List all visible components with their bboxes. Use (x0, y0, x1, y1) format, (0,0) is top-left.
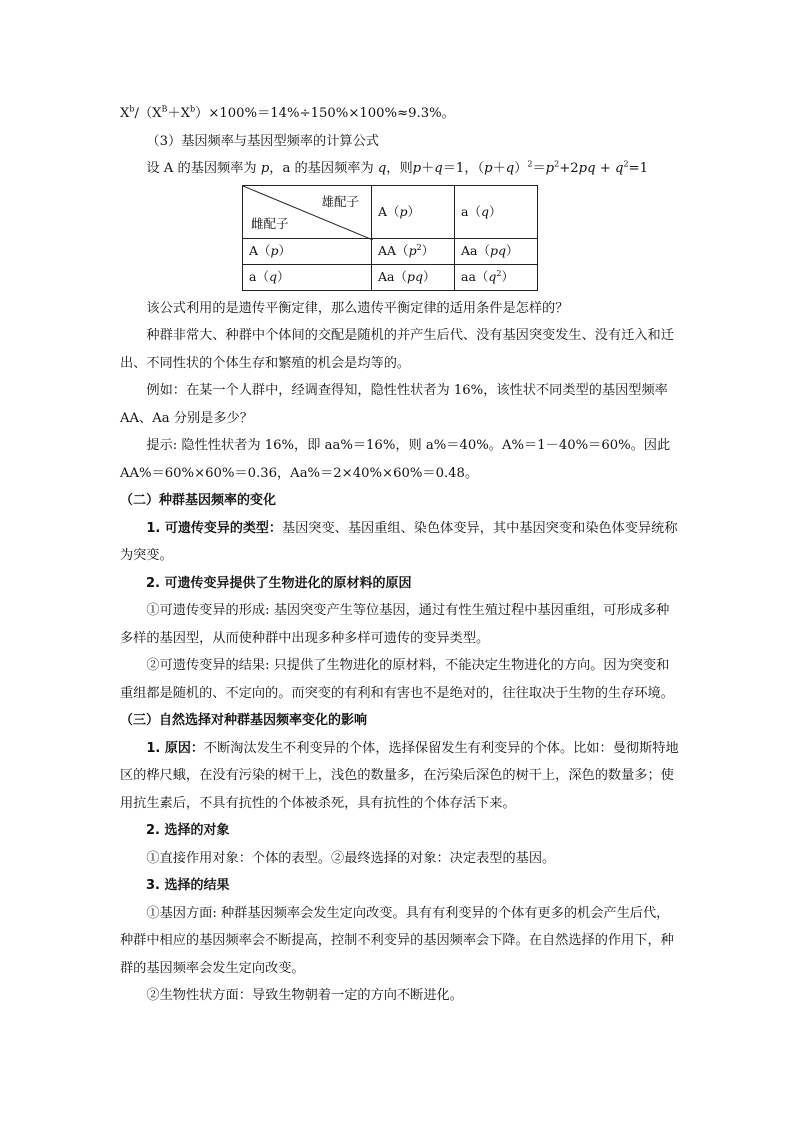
var: q (488, 269, 497, 284)
item-text: 基因突变、基因重组、染色体变异，其中基因突变和染色体变异统称为突变。 (120, 520, 678, 563)
superscript: 2 (416, 242, 422, 252)
table-row (243, 264, 538, 290)
gamete-table (242, 185, 538, 291)
var: p (260, 161, 270, 176)
var: p (408, 243, 417, 258)
section3-item2-text: ①直接作用对象：个体的表型。②最终选择的对象：决定表型的基因。 (146, 850, 556, 866)
table-row (243, 238, 538, 264)
text: ） (276, 269, 290, 284)
superscript: 2 (554, 159, 560, 169)
conditions-paragraph: 种群非常大、种群中个体间的交配是随机的并产生后代、没有基因突变发生、没有迁入和迁出、不同性状的个体生存和繁殖的机会是均等的。 (120, 328, 674, 371)
text: ，a 的基因频率为 (269, 161, 378, 176)
text: A（ (249, 243, 271, 258)
var: q (434, 161, 443, 176)
var: q (615, 161, 624, 176)
table-cell (243, 264, 372, 290)
superscript: b (190, 104, 196, 114)
var: q (268, 269, 277, 284)
text: +2 (559, 161, 579, 176)
table-cell (455, 264, 538, 290)
text: /（ (134, 106, 153, 121)
var: pq (406, 269, 423, 284)
var: pq (578, 161, 596, 176)
var: q (505, 161, 515, 176)
superscript: b (129, 104, 135, 114)
var: q (480, 203, 489, 219)
text: + (595, 161, 615, 176)
text: ＋ (167, 106, 181, 121)
var: p (545, 161, 555, 176)
var: p (270, 243, 279, 258)
table-cell (455, 238, 538, 264)
text: aa（ (461, 269, 489, 284)
item-label: 1. 原因： (146, 740, 204, 756)
section-heading-2: （二）种群基因频率的变化 (120, 493, 277, 508)
section3-item2-heading: 2. 选择的对象 (146, 823, 230, 838)
var: q (377, 161, 387, 176)
table-cell (243, 238, 372, 264)
section3-item3-heading: 3. 选择的结果 (146, 878, 230, 893)
section2-item2-p2: ②可遗传变异的结果: 只提供了生物进化的原材料，不能决定生物进化的方向。因为突变和重组都是随机的、不定向的。而突变的有利和有害也不是绝对的，往往取决于生物的生存环境。 (120, 658, 674, 701)
text: ） (514, 161, 528, 176)
text: ，则 (386, 161, 413, 176)
subheading-formula: （3）基因频率与基因型频率的计算公式 (146, 133, 379, 149)
text: ） (501, 269, 515, 284)
var: p (412, 161, 422, 176)
table-cell (372, 238, 455, 264)
text: ） (488, 203, 502, 219)
text: Aa（ (461, 243, 490, 258)
text: A（ (378, 203, 400, 219)
x-symbol: X (180, 106, 191, 121)
superscript: 2 (623, 159, 629, 169)
table-row (243, 185, 538, 238)
question-paragraph: 该公式利用的是遗传平衡定律，那么遗传平衡定律的适用条件是怎样的？ (146, 300, 569, 316)
text: ＝ (532, 161, 546, 176)
section2-item1 (120, 515, 680, 570)
superscript: B (161, 104, 168, 114)
calc-line (120, 100, 680, 128)
text: a（ (249, 269, 269, 284)
text: =1 (628, 161, 648, 176)
text: 设 A 的基因频率为 (146, 161, 261, 176)
text: ＋ (421, 161, 435, 176)
document-page (120, 100, 680, 1010)
diagonal-header-cell (243, 185, 372, 238)
section2-item2-heading: 2. 可遗传变异提供了生物进化的原材料的原因 (146, 575, 412, 591)
male-gamete-label: 雄配子 (321, 193, 359, 209)
table-cell (455, 185, 538, 238)
item-text: 不断淘汰发生不利变异的个体，选择保留发生有利变异的个体。比如：曼彻斯特地区的桦尺蛾，在没有污染的树干上，浅色的数量多，在污染后深色的树干上，深色的数量多；使用抗生素后，不具有抗性的个体被杀死，具有抗性的个体存活下来。 (120, 740, 679, 811)
text: ）×100%＝14%÷150%×100%≈9.3%。 (195, 106, 455, 121)
var: p (399, 203, 408, 219)
var: pq (489, 243, 506, 258)
section-heading-3: （三）自然选择对种群基因频率变化的影响 (120, 713, 368, 728)
text: ） (278, 243, 292, 258)
item-label: 1. 可遗传变异的类型： (146, 520, 282, 536)
text: ） (506, 243, 519, 258)
section2-item2-p1: ①可遗传变异的形成: 基因突变产生等位基因，通过有性生殖过程中基因重组，可形成多种多样的基因型，从而使种群中出现多种多样可遗传的变异类型。 (120, 603, 670, 646)
text: ） (423, 269, 436, 284)
x-symbol: X (120, 106, 130, 121)
formula-line (120, 155, 680, 183)
text: ＋ (492, 161, 506, 176)
text: ） (421, 243, 435, 258)
superscript: 2 (496, 268, 502, 278)
text: AA（ (378, 243, 409, 258)
text: ＝1，（ (442, 161, 485, 176)
text: a（ (461, 203, 481, 219)
table-cell (372, 185, 455, 238)
text: ） (407, 203, 421, 219)
section3-item3-p2: ②生物性状方面：导致生物朝着一定的方向不断进化。 (146, 988, 463, 1003)
text: Aa（ (378, 269, 407, 284)
section3-item1 (120, 735, 680, 818)
x-symbol: X (152, 106, 162, 121)
section3-item3-p1: ①基因方面: 种群基因频率会发生定向改变。具有有利变异的个体有更多的机会产生后代，种群中相应的基因频率会不断提高，控制不利变异的基因频率会下降。在自然选择的作用下，种群的基因频率会发生定向改变。 (120, 905, 674, 976)
female-gamete-label: 雌配子 (251, 215, 289, 231)
hint-paragraph: 提示: 隐性性状者为 16%，即 aa%＝16%，则 a%＝40%。A%＝1－40%＝60%。因此 AA%＝60%×60%＝0.36，Aa%＝2×40%×60%＝0.48。 (120, 438, 671, 481)
table-cell (372, 264, 455, 290)
superscript: 2 (527, 159, 533, 169)
var: p (484, 161, 493, 176)
example-paragraph: 例如：在某一个人群中，经调查得知，隐性性状者为 16%，该性状不同类型的基因型频率 AA、Aa 分别是多少？ (120, 383, 668, 426)
